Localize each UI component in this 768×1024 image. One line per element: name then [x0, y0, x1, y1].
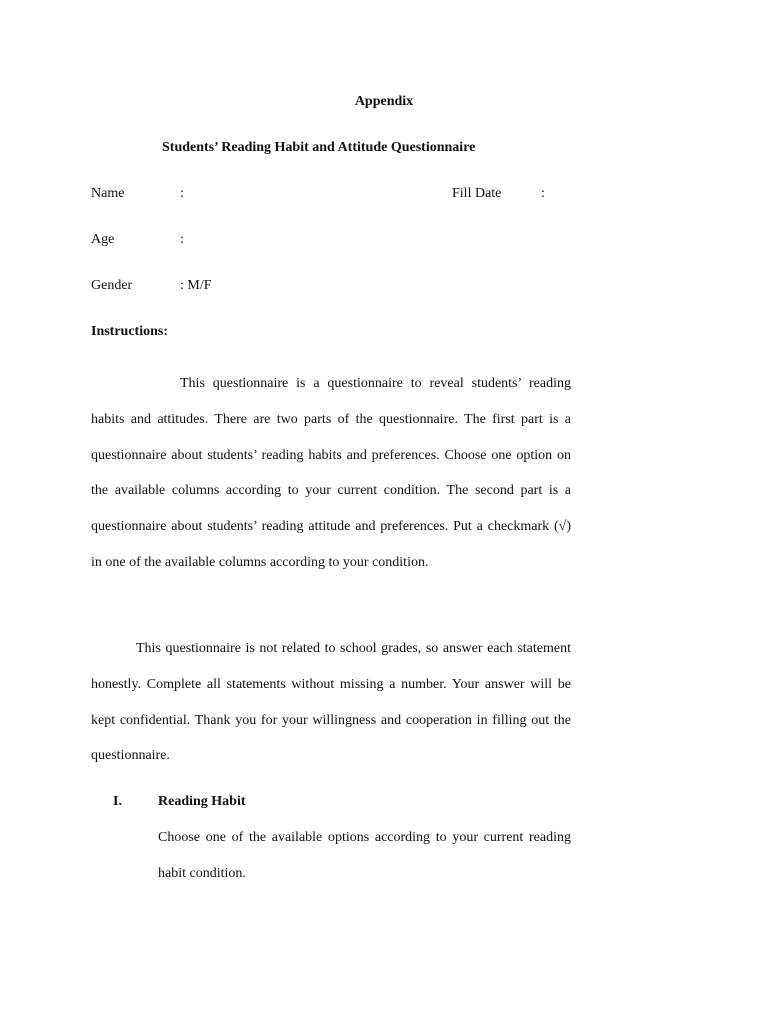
gender-value: : M/F — [180, 278, 212, 293]
age-label: Age — [91, 232, 115, 247]
instructions-heading: Instructions: — [91, 324, 169, 339]
name-colon: : — [180, 186, 184, 201]
appendix-title: Appendix — [354, 94, 414, 109]
instructions-paragraph-2: This questionnaire is not related to school grades, so answer each statement honestly. Complete all statements without missing a number. Your answer will be kept confidential. Thank you for your willingness and cooperation in filling out the questionnaire. — [91, 641, 571, 764]
section-description: Choose one of the available options according to your current reading habit condition. — [158, 830, 571, 881]
gender-label: Gender — [91, 278, 133, 293]
instructions-paragraph-1: This questionnaire is a questionnaire to reveal students’ reading habits and attitudes. There are two parts of the questionnaire. The first part is a questionnaire about students’ reading habits and preferences. Choose one option on the available columns according to your current condition. The second part is a questionnaire about students’ reading attitude and preferences. Put a checkmark (√) in one of the available columns according to your condition. — [91, 376, 571, 570]
fill-date-colon: : — [541, 186, 545, 201]
section-title: Reading Habit — [158, 794, 246, 809]
section-numeral: I. — [113, 794, 122, 809]
fill-date-label: Fill Date — [452, 186, 502, 201]
questionnaire-title: Students’ Reading Habit and Attitude Questionnaire — [162, 140, 476, 155]
age-colon: : — [180, 232, 184, 247]
name-label: Name — [91, 186, 125, 201]
